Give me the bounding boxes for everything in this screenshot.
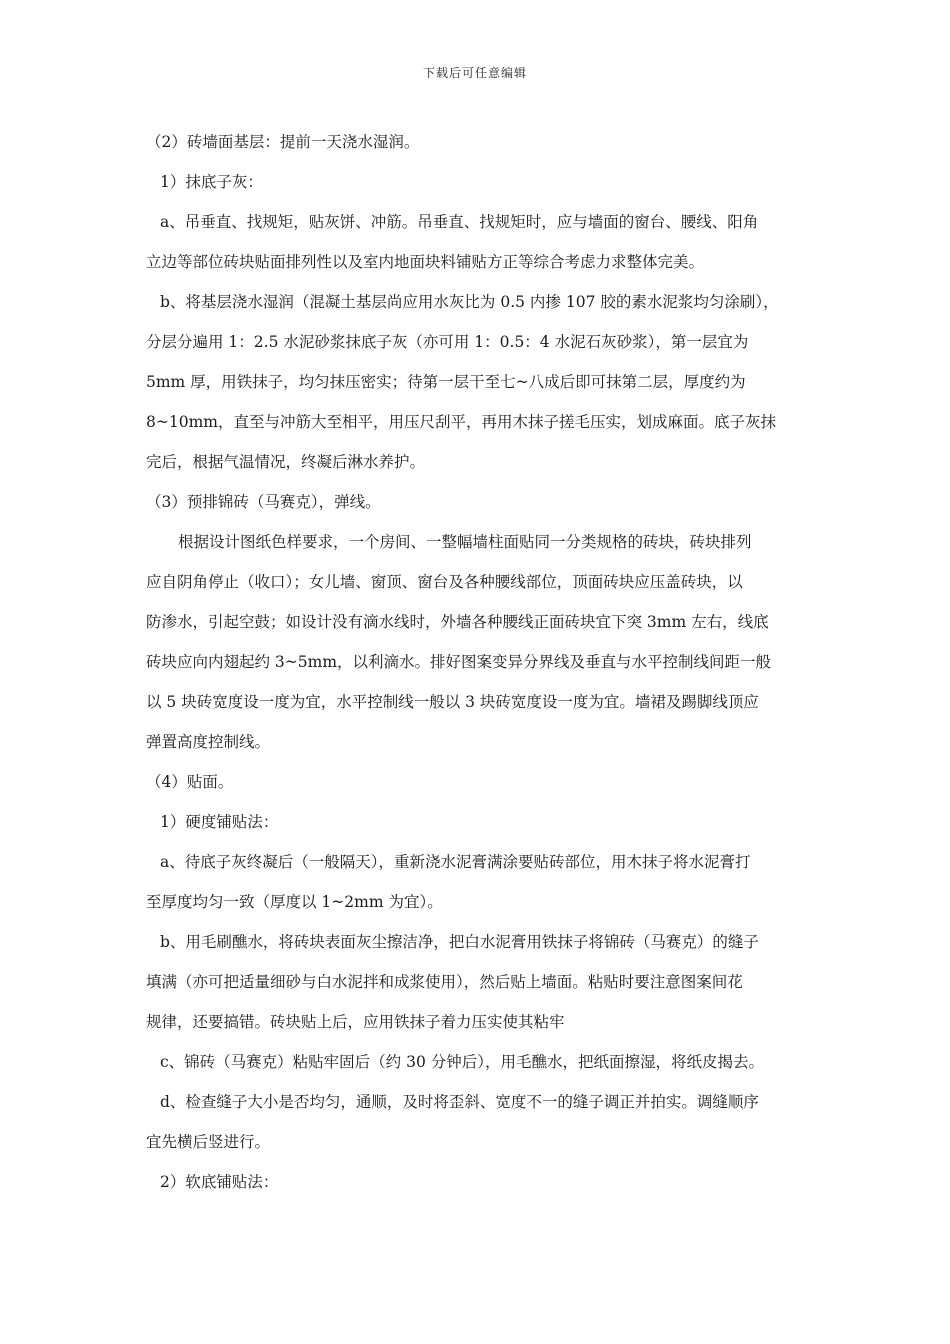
text-line: 砖块应向内翅起约 3~5mm，以利滴水。排好图案变异分界线及垂直与水平控制线间距一般 [146, 653, 772, 671]
text-line: 以 5 块砖宽度设一度为宜，水平控制线一般以 3 块砖宽度设一度为宜。墙裙及踢脚线顶应 [146, 693, 759, 711]
text-line: c、锦砖（马赛克）粘贴牢固后（约 30 分钟后），用毛醮水，把纸面擦湿，将纸皮揭去。 [160, 1053, 765, 1071]
text-line: 完后，根据气温情况，终凝后淋水养护。 [146, 453, 426, 471]
text-line: 规律，还要搞错。砖块贴上后，应用铁抹子着力压实使其粘牢 [146, 1013, 565, 1031]
text-line: （4）贴面。 [146, 773, 234, 791]
text-line: 应自阴角停止（收口）；女儿墙、窗顶、窗台及各种腰线部位，顶面砖块应压盖砖块，以 [146, 573, 743, 591]
text-line: 填满（亦可把适量细砂与白水泥拌和成浆使用），然后贴上墙面。粘贴时要注意图案间花 [146, 973, 743, 991]
text-line: 1）抹底子灰： [160, 173, 263, 191]
text-line: （2）砖墙面基层：提前一天浇水湿润。 [146, 133, 420, 151]
document-body [146, 122, 814, 1202]
text-line: b、用毛刷醮水，将砖块表面灰尘擦洁净，把白水泥膏用铁抹子将锦砖（马赛克）的缝子 [160, 933, 759, 951]
text-line: 2）软底铺贴法： [160, 1173, 279, 1191]
text-line: 根据设计图纸色样要求，一个房间、一整幅墙柱面贴同一分类规格的砖块，砖块排列 [178, 533, 752, 551]
text-line: 宜先横后竖进行。 [146, 1133, 271, 1151]
text-line: d、检查缝子大小是否均匀，通顺，及时将歪斜、宽度不一的缝子调正并拍实。调缝顺序 [160, 1093, 759, 1111]
text-line: a、吊垂直、找规矩，贴灰饼、冲筋。吊垂直、找规矩时，应与墙面的窗台、腰线、阳角 [160, 213, 759, 231]
text-line: a、待底子灰终凝后（一般隔天），重新浇水泥膏满涂要贴砖部位，用木抹子将水泥膏打 [160, 853, 751, 871]
text-line: 分层分遍用 1：2.5 水泥砂浆抹底子灰（亦可用 1：0.5：4 水泥石灰砂浆），第一层宜为 [146, 333, 749, 351]
text-line: 弹置高度控制线。 [146, 733, 271, 751]
text-line: 防渗水，引起空鼓；如设计没有滴水线时，外墙各种腰线正面砖块宜下突 3mm 左右，线底 [146, 613, 769, 631]
text-line: 5mm 厚，用铁抹子，均匀抹压密实；待第一层干至七~八成后即可抹第二层，厚度约为 [146, 373, 746, 391]
text-line: b、将基层浇水湿润（混凝土基层尚应用水灰比为 0.5 内掺 107 胶的素水泥浆均匀涂刷）， [160, 293, 779, 311]
page-header: 下载后可任意编辑 [422, 66, 527, 80]
text-line: 至厚度均匀一致（厚度以 1~2mm 为宜）。 [146, 893, 443, 911]
text-line: （3）预排锦砖（马赛克），弹线。 [146, 493, 381, 511]
text-line: 立边等部位砖块贴面排列性以及室内地面块料铺贴方正等综合考虑力求整体完美。 [146, 253, 705, 271]
text-line: 8~10mm，直至与冲筋大至相平，用压尺刮平，再用木抹子搓毛压实，划成麻面。底子灰抹 [146, 413, 776, 431]
text-line: 1）硬度铺贴法： [160, 813, 279, 831]
